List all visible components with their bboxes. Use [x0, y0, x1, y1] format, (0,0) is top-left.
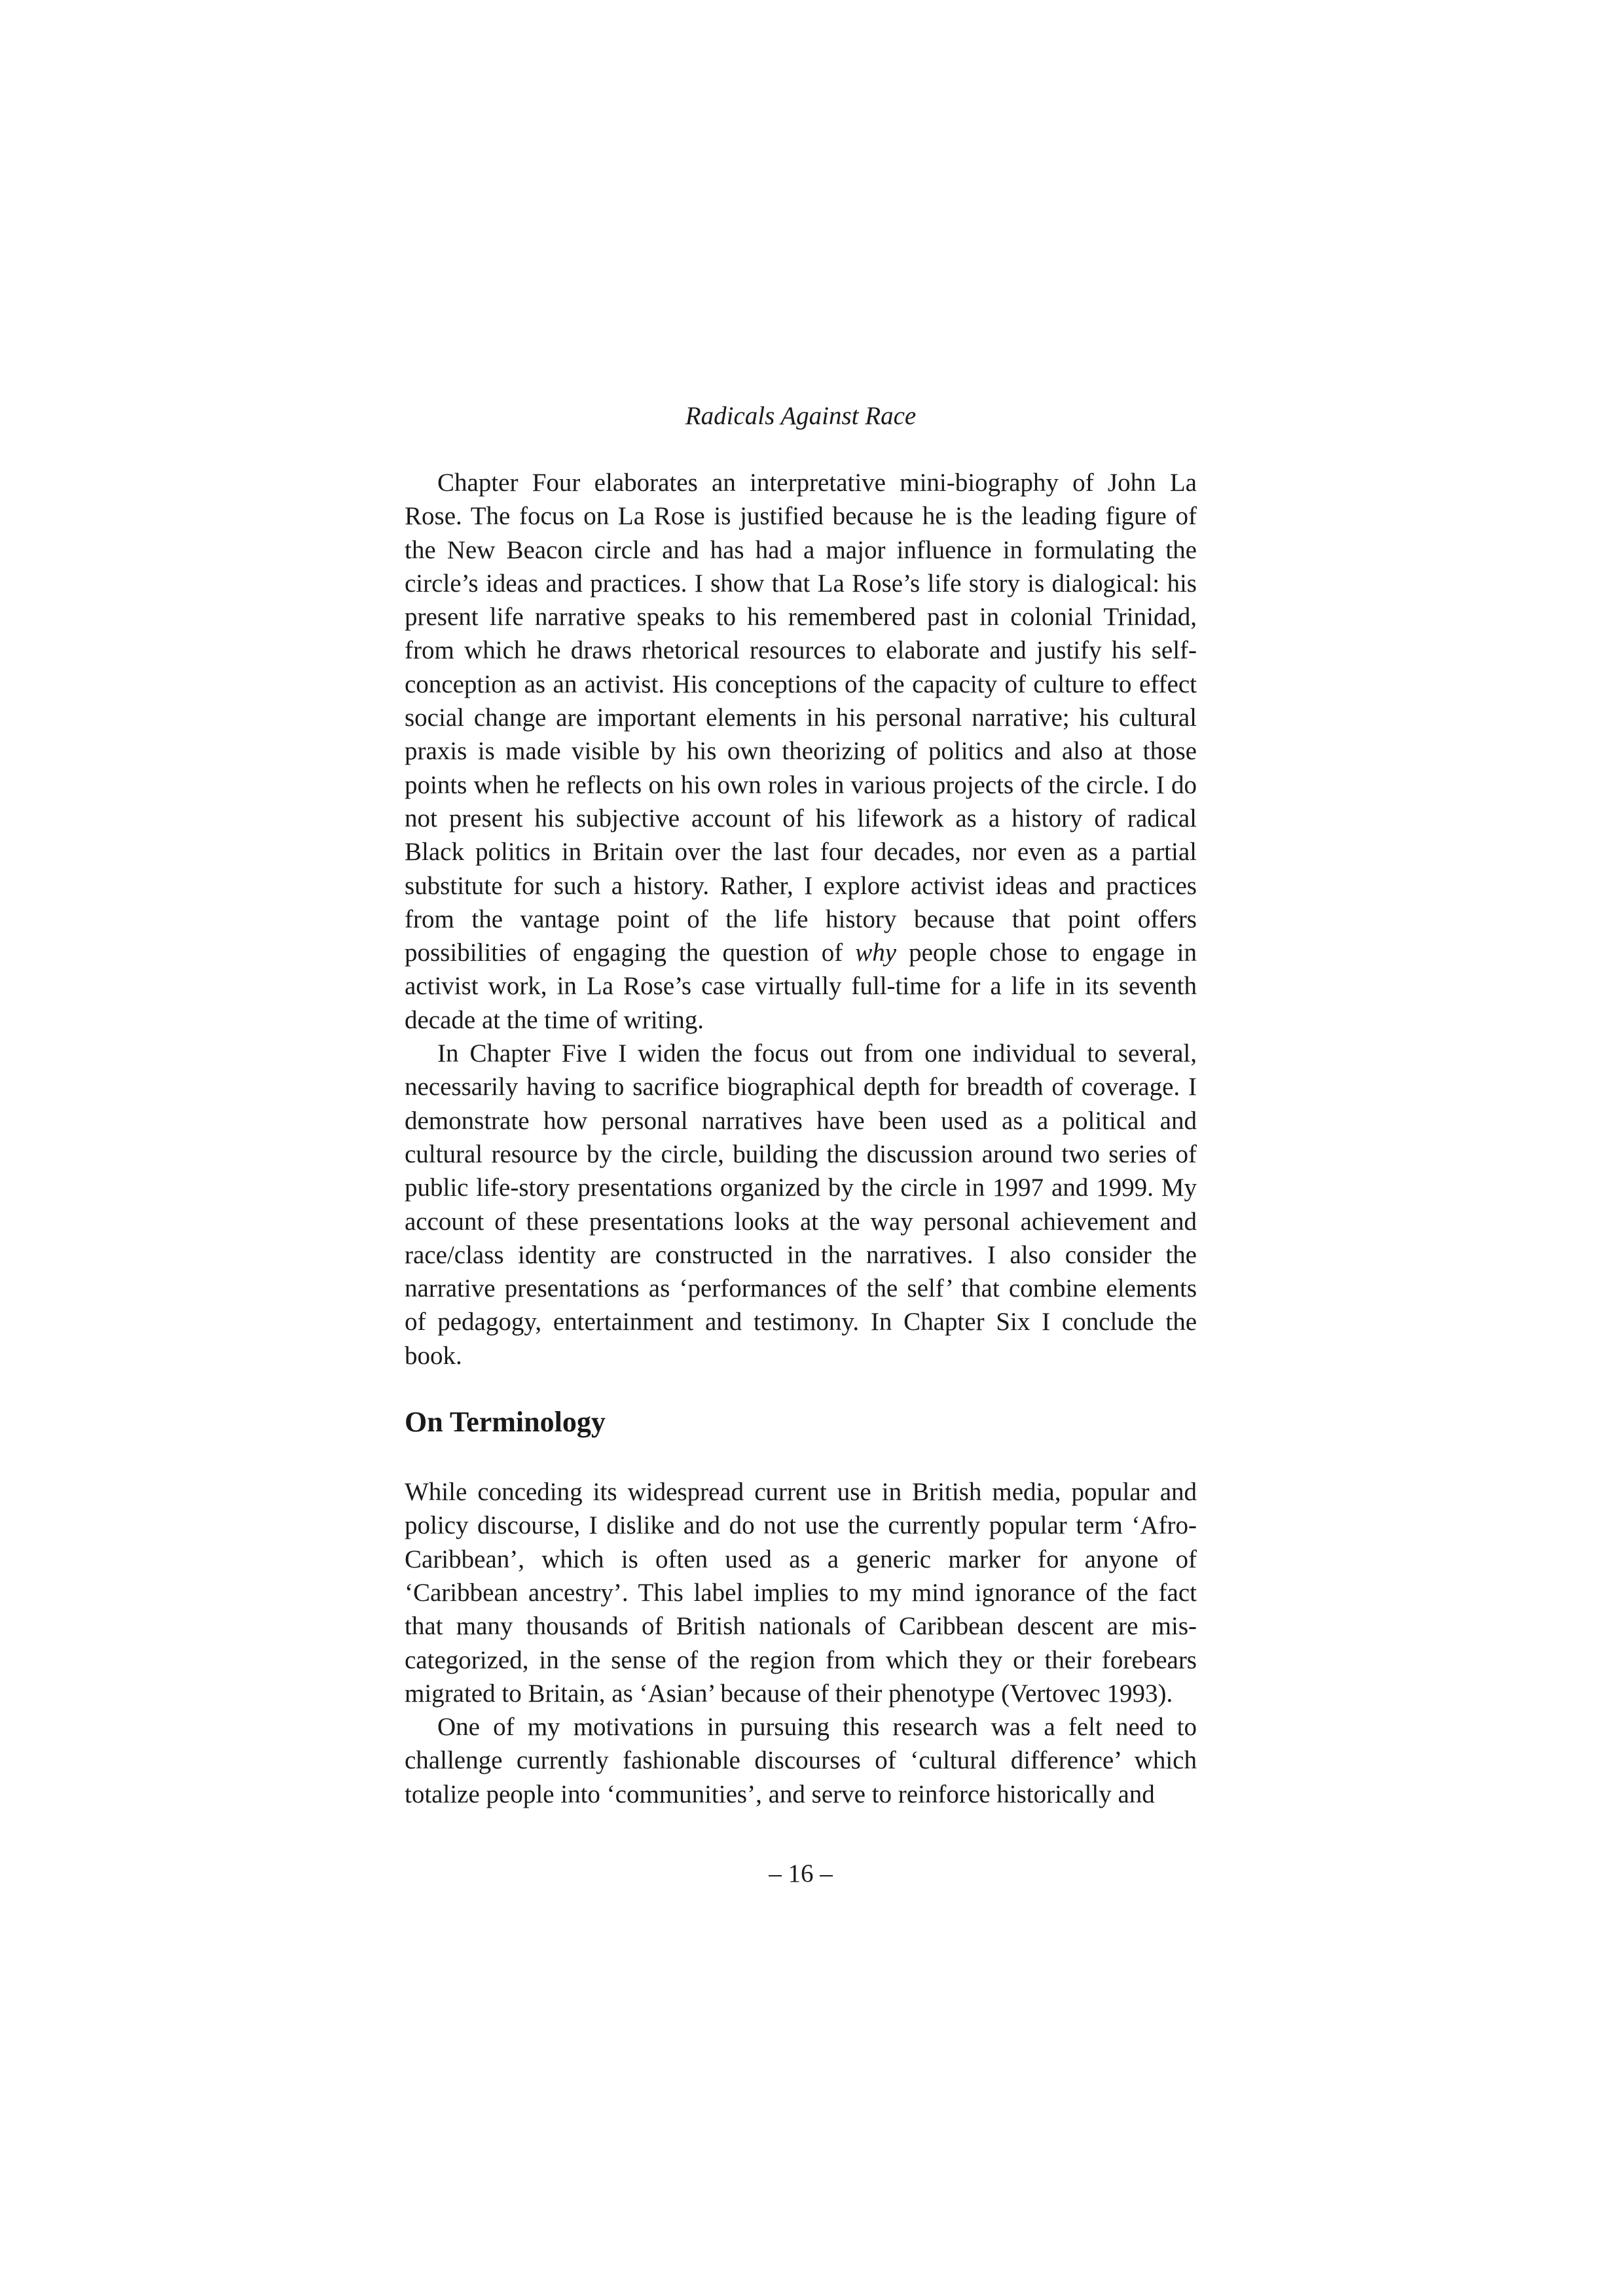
- section-heading-terminology: On Terminology: [405, 1406, 606, 1439]
- paragraph-chapter-four-tail: people chose to engage in activist work, in La Rose’s case virtually full-time for a life in its seventh decade at the time of writing.: [405, 939, 1197, 1034]
- paragraph-motivations: One of my motivations in pursuing this research was a felt need to challenge currently fashionable discourses of ‘cultural difference’ which totalize people into ‘communities’, and serve to reinforce historically and: [405, 1713, 1197, 1808]
- book-page: [405, 399, 1197, 1888]
- paragraph-terminology: While conceding its widespread current use in British media, popular and policy discourse, I dislike and do not use the currently popular term ‘Afro-Caribbean’, which is often used as a generic marker for anyone of ‘Caribbean ancestry’. This label implies to my mind ignorance of the fact that many thousands of British nationals of Caribbean descent are mis-categorized, in the sense of the region from which they or their forebears migrated to Britain, as ‘Asian’ because of their phenotype (Vertovec 1993).: [405, 1478, 1197, 1708]
- paragraph-chapter-four-body: Chapter Four elaborates an interpretative mini-biography of John La Rose. The focus on La Rose is justified because he is the leading figure of the New Beacon circle and has had a major influence in formulating the circle’s ideas and practices. I show that La Rose’s life story is dialogical: his present life narrative speaks to his remembered past in colonial Trinidad, from which he draws rhetorical resources to elaborate and justify his self- conception as an activist. His conceptions of the capacity of culture to effect social change are important elements in his personal narrative; his cultural praxis is made visible by his own theorizing of politics and also at those points when he reflects on his own roles in various projects of the circle. I do not present his subjective account of his lifework as a history of radical Black politics in Britain over the last four decades, nor even as a partial substitute for such a history. Rather, I explore activist ideas and practices from the vantage point of the life history because that point offers possibilities of engaging the question of: [405, 469, 1197, 967]
- emphasis-why: why: [855, 939, 897, 967]
- page-number: – 16 –: [769, 1859, 833, 1888]
- paragraph-chapter-five: In Chapter Five I widen the focus out from one individual to several, necessarily having to sacrifice biographical depth for breadth of coverage. I demonstrate how personal narratives have been used as a political and cultural resource by the circle, building the discussion around two series of public life-story presentations organized by the circle in 1997 and 1999. My account of these presentations looks at the way personal achievement and race/class identity are constructed in the narratives. I also consider the narrative presentations as ‘performances of the self’ that combine elements of pedagogy, entertainment and testimony. In Chapter Six I conclude the book.: [405, 1039, 1197, 1370]
- paragraph-chapter-four: [405, 466, 1197, 1037]
- running-head: Radicals Against Race: [685, 402, 917, 430]
